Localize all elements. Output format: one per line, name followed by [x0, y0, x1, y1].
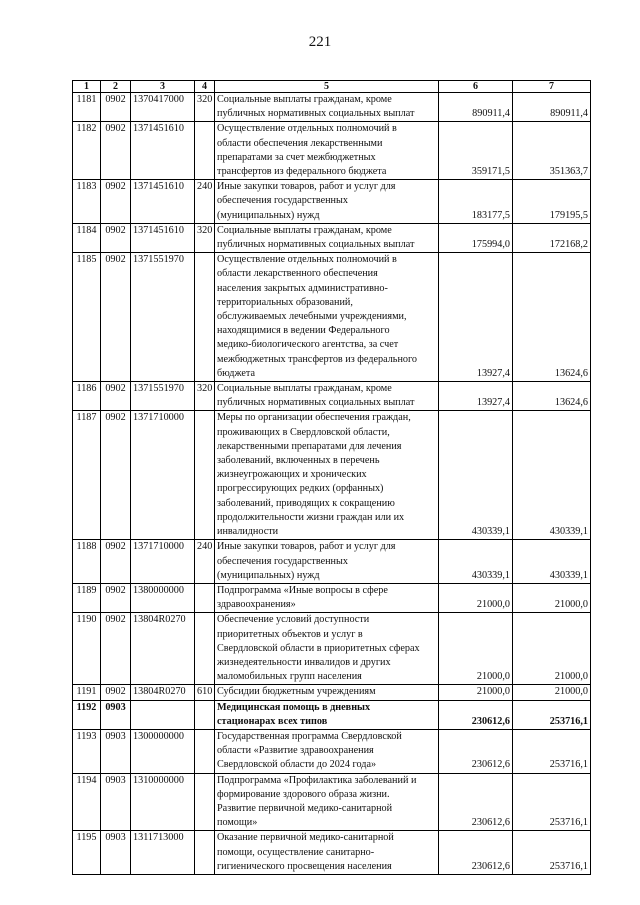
amount-2023-cell: 430339,1	[439, 540, 513, 584]
section-code-cell: 0902	[101, 685, 131, 700]
section-code-cell: 0903	[101, 729, 131, 773]
expense-type-cell	[195, 773, 215, 831]
description-cell	[215, 122, 439, 180]
table-row	[73, 685, 591, 700]
description-line: трансфертов из федерального бюджета	[217, 166, 387, 178]
amount-2023-cell: 13927,4	[439, 253, 513, 382]
table-row	[73, 382, 591, 411]
description-cell	[215, 93, 439, 122]
expense-type-cell	[195, 253, 215, 382]
table-row	[73, 540, 591, 584]
description-line: Осуществление отдельных полномочий в	[217, 254, 397, 266]
target-article-cell: 1371710000	[131, 411, 195, 540]
description-line: Государственная программа Свердловской	[217, 730, 402, 742]
description-line: инвалидности	[217, 526, 279, 538]
description-line: Подпрограмма «Иные вопросы в сфере	[217, 584, 388, 596]
description-line: заболеваний, приводящих к сокращению	[217, 497, 395, 509]
description-line: маломобильных групп населения	[217, 671, 362, 683]
description-line: лекарственными препаратами для лечения	[217, 440, 402, 452]
amount-2024-cell: 253716,1	[513, 773, 591, 831]
description-line: медико-биологического агентства, за счет	[217, 339, 399, 351]
description-cell	[215, 700, 439, 729]
section-code-cell: 0902	[101, 540, 131, 584]
table-row	[73, 411, 591, 540]
expense-type-cell: 610	[195, 685, 215, 700]
section-code-cell: 0903	[101, 831, 131, 875]
amount-2023-cell: 183177,5	[439, 180, 513, 224]
amount-2024-cell: 253716,1	[513, 700, 591, 729]
description-line: обеспечения государственных	[217, 555, 348, 567]
description-cell	[215, 831, 439, 875]
target-article-cell: 1371551970	[131, 382, 195, 411]
row-number-cell: 1191	[73, 685, 101, 700]
header-cell: 4	[195, 81, 215, 93]
amount-2023-cell: 230612,6	[439, 729, 513, 773]
table-row	[73, 180, 591, 224]
target-article-cell: 1371710000	[131, 540, 195, 584]
header-cell: 6	[439, 81, 513, 93]
expense-type-cell	[195, 613, 215, 685]
description-line: помощи»	[217, 817, 258, 829]
description-line: публичных нормативных социальных выплат	[217, 108, 415, 120]
description-line: стационарах всех типов	[217, 715, 328, 727]
target-article-cell: 13804R0270	[131, 685, 195, 700]
row-number-cell: 1190	[73, 613, 101, 685]
description-cell	[215, 583, 439, 612]
target-article-cell: 1371551970	[131, 253, 195, 382]
row-number-cell: 1184	[73, 223, 101, 252]
amount-2023-cell: 230612,6	[439, 700, 513, 729]
description-cell	[215, 613, 439, 685]
description-line: Развитие первичной медико-санитарной	[217, 802, 393, 814]
description-line: Социальные выплаты гражданам, кроме	[217, 383, 392, 395]
row-number-cell: 1195	[73, 831, 101, 875]
expense-type-cell	[195, 411, 215, 540]
row-number-cell: 1189	[73, 583, 101, 612]
amount-2024-cell: 179195,5	[513, 180, 591, 224]
section-code-cell: 0902	[101, 223, 131, 252]
table-row	[73, 253, 591, 382]
amount-2024-cell: 21000,0	[513, 613, 591, 685]
amount-2024-cell: 351363,7	[513, 122, 591, 180]
description-cell	[215, 180, 439, 224]
amount-2023-cell: 21000,0	[439, 583, 513, 612]
section-code-cell: 0902	[101, 411, 131, 540]
description-line: помощи, осуществление санитарно-	[217, 846, 375, 858]
description-cell	[215, 223, 439, 252]
target-article-cell: 13804R0270	[131, 613, 195, 685]
amount-2023-cell: 230612,6	[439, 831, 513, 875]
section-code-cell: 0902	[101, 180, 131, 224]
page-number: 221	[308, 34, 332, 50]
target-article-cell: 1311713000	[131, 831, 195, 875]
description-cell	[215, 685, 439, 700]
description-line: Иные закупки товаров, работ и услуг для	[217, 541, 396, 553]
amount-2024-cell: 253716,1	[513, 831, 591, 875]
description-line: населения закрытых административно-	[217, 282, 388, 294]
amount-2023-cell: 21000,0	[439, 613, 513, 685]
header-cell: 5	[215, 81, 439, 93]
target-article-cell: 1370417000	[131, 93, 195, 122]
row-number-cell: 1187	[73, 411, 101, 540]
amount-2023-cell: 890911,4	[439, 93, 513, 122]
description-line: Подпрограмма «Профилактика заболеваний и	[217, 774, 417, 786]
amount-2023-cell: 21000,0	[439, 685, 513, 700]
amount-2024-cell: 253716,1	[513, 729, 591, 773]
table-row	[73, 93, 591, 122]
table-row	[73, 223, 591, 252]
expense-type-cell: 240	[195, 540, 215, 584]
amount-2023-cell: 359171,5	[439, 122, 513, 180]
amount-2024-cell: 21000,0	[513, 583, 591, 612]
description-line: области «Развитие здравоохранения	[217, 745, 374, 757]
description-line: Меры по организации обеспечения граждан,	[217, 412, 411, 424]
header-cell: 3	[131, 81, 195, 93]
description-cell	[215, 540, 439, 584]
description-cell	[215, 382, 439, 411]
description-line: публичных нормативных социальных выплат	[217, 397, 415, 409]
table-row	[73, 122, 591, 180]
description-line: территориальных образований,	[217, 296, 353, 308]
expense-type-cell	[195, 583, 215, 612]
row-number-cell: 1194	[73, 773, 101, 831]
table-row	[73, 831, 591, 875]
description-line: Медицинская помощь в дневных	[217, 701, 371, 713]
description-line: гигиенического просвещения населения	[217, 860, 392, 872]
target-article-cell: 1310000000	[131, 773, 195, 831]
description-line: находящимися в ведении Федерального	[217, 325, 390, 337]
description-line: Обеспечение условий доступности	[217, 614, 370, 626]
description-line: прогрессирующих редких (орфанных)	[217, 483, 384, 495]
header-cell: 7	[513, 81, 591, 93]
description-cell	[215, 411, 439, 540]
description-line: Социальные выплаты гражданам, кроме	[217, 94, 392, 105]
table-row	[73, 613, 591, 685]
description-line: формирование здорового образа жизни.	[217, 788, 390, 800]
target-article-cell	[131, 700, 195, 729]
amount-2024-cell: 13624,6	[513, 382, 591, 411]
description-line: Свердловской области в приоритетных сферах	[217, 642, 420, 654]
description-line: области обеспечения лекарственными	[217, 137, 383, 149]
description-line: жизнедеятельности инвалидов и других	[217, 656, 391, 668]
description-line: проживающих в Свердловской области,	[217, 426, 390, 438]
target-article-cell: 1371451610	[131, 223, 195, 252]
table-row	[73, 700, 591, 729]
target-article-cell: 1371451610	[131, 180, 195, 224]
target-article-cell: 1300000000	[131, 729, 195, 773]
description-line: (муниципальных) нужд	[217, 209, 320, 221]
description-line: Иные закупки товаров, работ и услуг для	[217, 181, 396, 193]
expense-type-cell	[195, 122, 215, 180]
section-code-cell: 0902	[101, 253, 131, 382]
description-cell	[215, 729, 439, 773]
description-line: публичных нормативных социальных выплат	[217, 239, 415, 251]
target-article-cell: 1380000000	[131, 583, 195, 612]
row-number-cell: 1181	[73, 93, 101, 122]
expense-type-cell	[195, 700, 215, 729]
table-row	[73, 773, 591, 831]
row-number-cell: 1192	[73, 700, 101, 729]
expense-type-cell	[195, 831, 215, 875]
amount-2024-cell: 21000,0	[513, 685, 591, 700]
amount-2023-cell: 13927,4	[439, 382, 513, 411]
expense-type-cell: 320	[195, 93, 215, 122]
header-cell: 1	[73, 81, 101, 93]
section-code-cell: 0902	[101, 93, 131, 122]
row-number-cell: 1183	[73, 180, 101, 224]
description-line: Субсидии бюджетным учреждениям	[217, 686, 376, 698]
description-line: здравоохранения»	[217, 599, 296, 611]
description-cell	[215, 253, 439, 382]
description-line: бюджета	[217, 367, 255, 379]
amount-2023-cell: 175994,0	[439, 223, 513, 252]
description-line: продолжительности жизни граждан или их	[217, 511, 405, 523]
description-line: области лекарственного обеспечения	[217, 268, 378, 280]
section-code-cell: 0903	[101, 700, 131, 729]
description-line: приоритетных объектов и услуг в	[217, 628, 363, 640]
description-line: жизнеугрожающих и хронических	[217, 469, 367, 481]
row-number-cell: 1193	[73, 729, 101, 773]
section-code-cell: 0902	[101, 613, 131, 685]
description-line: (муниципальных) нужд	[217, 569, 320, 581]
description-line: обслуживаемых лечебными учреждениями,	[217, 311, 407, 323]
description-line: обеспечения государственных	[217, 195, 348, 207]
target-article-cell: 1371451610	[131, 122, 195, 180]
description-line: Свердловской области до 2024 года»	[217, 759, 377, 771]
description-line: Оказание первичной медико-санитарной	[217, 832, 394, 844]
amount-2024-cell: 430339,1	[513, 411, 591, 540]
description-line: Осуществление отдельных полномочий в	[217, 123, 397, 135]
description-line: Социальные выплаты гражданам, кроме	[217, 224, 392, 236]
expense-type-cell: 320	[195, 382, 215, 411]
row-number-cell: 1188	[73, 540, 101, 584]
expense-type-cell: 240	[195, 180, 215, 224]
amount-2024-cell: 172168,2	[513, 223, 591, 252]
amount-2024-cell: 890911,4	[513, 93, 591, 122]
section-code-cell: 0902	[101, 122, 131, 180]
amount-2024-cell: 430339,1	[513, 540, 591, 584]
amount-2023-cell: 230612,6	[439, 773, 513, 831]
description-line: заболеваний, включенных в перечень	[217, 455, 380, 467]
row-number-cell: 1186	[73, 382, 101, 411]
budget-table	[72, 80, 591, 875]
amount-2024-cell: 13624,6	[513, 253, 591, 382]
table-row	[73, 729, 591, 773]
description-cell	[215, 773, 439, 831]
section-code-cell: 0903	[101, 773, 131, 831]
section-code-cell: 0902	[101, 382, 131, 411]
section-code-cell: 0902	[101, 583, 131, 612]
description-line: межбюджетных трансфертов из федерального	[217, 353, 418, 365]
table-row	[73, 583, 591, 612]
amount-2023-cell: 430339,1	[439, 411, 513, 540]
description-line: препаратами за счет межбюджетных	[217, 151, 376, 163]
header-row	[73, 81, 591, 93]
header-cell: 2	[101, 81, 131, 93]
expense-type-cell	[195, 729, 215, 773]
row-number-cell: 1182	[73, 122, 101, 180]
row-number-cell: 1185	[73, 253, 101, 382]
expense-type-cell: 320	[195, 223, 215, 252]
